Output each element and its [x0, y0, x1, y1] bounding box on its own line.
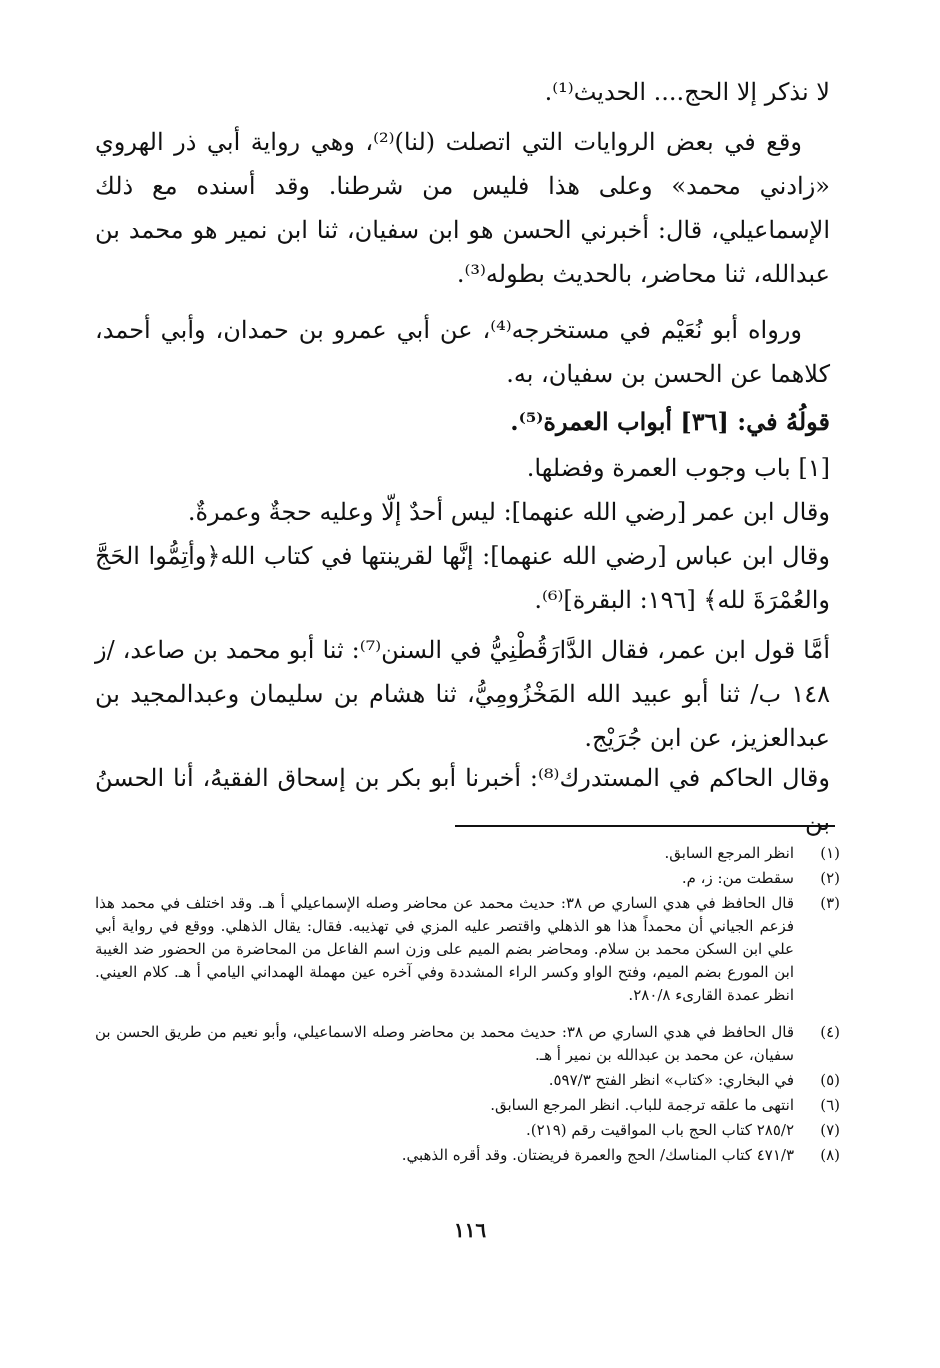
footnote-text: انتهى ما علقه ترجمة للباب. انظر المرجع السابق.: [490, 1096, 794, 1114]
footnote-divider: [455, 825, 835, 827]
footnote-number: (١): [820, 844, 840, 862]
footnote-text: قال الحافظ في هدي الساري ص ٣٨: حديث محمد عن محاضر وصله الإسماعيلي أ هـ. وقد اختلف في محمد هذا فزعم الجياني أن محمداً هذا هو الذهلي واقتصر عليه المزي في تهذيبه. فقال: يقال الذهلي. ووقع في رواية أبي علي ابن السكن محمد بن سلام. ومحاضر بضم الميم على وزن اسم الفاعل من المحاضرة من الحضور ضد الغيبة ابن المورع بضم الميم، وفتح الواو وكسر الراء المشددة وفي آخره عين مهملة الهمداني اليامي أ هـ. كلام العيني. انظر عمدة القارىء ٢٨٠/٨.: [95, 894, 794, 1004]
footnote-text: ٢٨٥/٢ كتاب الحج باب المواقيت رقم (٢١٩).: [525, 1121, 794, 1139]
paragraph-hakim: وقال الحاكم في المستدرك⁽⁸⁾: أخبرنا أبو بكر بن إسحاق الفقيهُ، أنا الحسنُ بن: [95, 764, 830, 836]
page-number: ١١٦: [453, 1218, 487, 1242]
footnote-text: ٤٧١/٣ كتاب المناسك/ الحج والعمرة فريضتان. وقد أقره الذهبي.: [401, 1146, 794, 1164]
footnotes: [95, 842, 840, 1169]
paragraph-ibn-abbas: وقال ابن عباس [رضي الله عنهما]: إنَّها لقرينتها في كتاب الله﴿وأتِمُّوا الحَجَّ والعُمْرَةَ لله﴾ [١٩٦: البقرة]⁽⁶⁾.: [95, 542, 830, 614]
footnote-item: [95, 1094, 840, 1117]
footnote-text: قال الحافظ في هدي الساري ص ٣٨: حديث محمد بن محاضر وصله الاسماعيلي، وأبو نعيم من طريق الحسن بن سفيان، عن محمد بن عبدالله بن نمير أ هـ.: [95, 1023, 794, 1064]
footnote-text: انظر المرجع السابق.: [664, 844, 794, 862]
footnote-item: [95, 1119, 840, 1142]
paragraph-2: وقع في بعض الروايات التي اتصلت (لنا)⁽²⁾، وهي رواية أبي ذر الهروي «زادني محمد» وعلى هذا فليس من شرطنا. وقد أسنده مع ذلك الإسماعيلي، قال: أخبرني الحسن هو ابن سفيان، ثنا ابن نمير هو محمد بن عبدالله، ثنا محاضر، بالحديث بطوله⁽³⁾.: [95, 128, 830, 288]
footnote-text: سقطت من: ز، م.: [681, 869, 794, 887]
subsection-heading-umrah-obligation: [١] باب وجوب العمرة وفضلها.: [526, 454, 830, 482]
footnote-number: (٤): [820, 1023, 840, 1041]
paragraph-1: لا نذكر إلا الحج.... الحديث⁽¹⁾.: [544, 78, 830, 106]
paragraph-ibn-umar: وقال ابن عمر [رضي الله عنهما]: ليس أحدٌ إلّا وعليه حجةٌ وعمرةٌ.: [187, 498, 830, 526]
footnote-number: (٦): [820, 1096, 840, 1114]
footnote-number: (٧): [820, 1121, 840, 1139]
footnote-item: [95, 867, 840, 890]
paragraph-daraqutni: أمَّا قول ابن عمر، فقال الدَّارَقُطْنِيُّ في السنن⁽⁷⁾: ثنا أبو محمد بن صاعد، /ز ١٤٨ ب/ ثنا أبو عبيد الله المَخْزُومِيُّ، ثنا هشام بن سليمان وعبدالمجيد بن عبدالعزيز، عن ابن جُرَيْج.: [95, 636, 830, 752]
footnote-item: [95, 1021, 840, 1067]
footnote-item: [95, 892, 840, 1007]
section-heading-umrah-chapters: قولُهُ في: [٣٦] أبواب العمرة⁽⁵⁾.: [510, 407, 830, 436]
footnote-number: (٣): [820, 894, 840, 912]
footnote-item: [95, 842, 840, 865]
paragraph-3: ورواه أبو نُعَيْم في مستخرجه⁽⁴⁾، عن أبي عمرو بن حمدان، وأبي أحمد، كلاهما عن الحسن بن سفيان، به.: [95, 316, 830, 388]
footnote-number: (٥): [820, 1071, 840, 1089]
footnote-item: [95, 1069, 840, 1092]
footnote-number: (٢): [820, 869, 840, 887]
footnote-text: في البخاري: «كتاب» انظر الفتح ٥٩٧/٣.: [548, 1071, 794, 1089]
footnote-item: [95, 1144, 840, 1167]
footnote-number: (٨): [820, 1146, 840, 1164]
